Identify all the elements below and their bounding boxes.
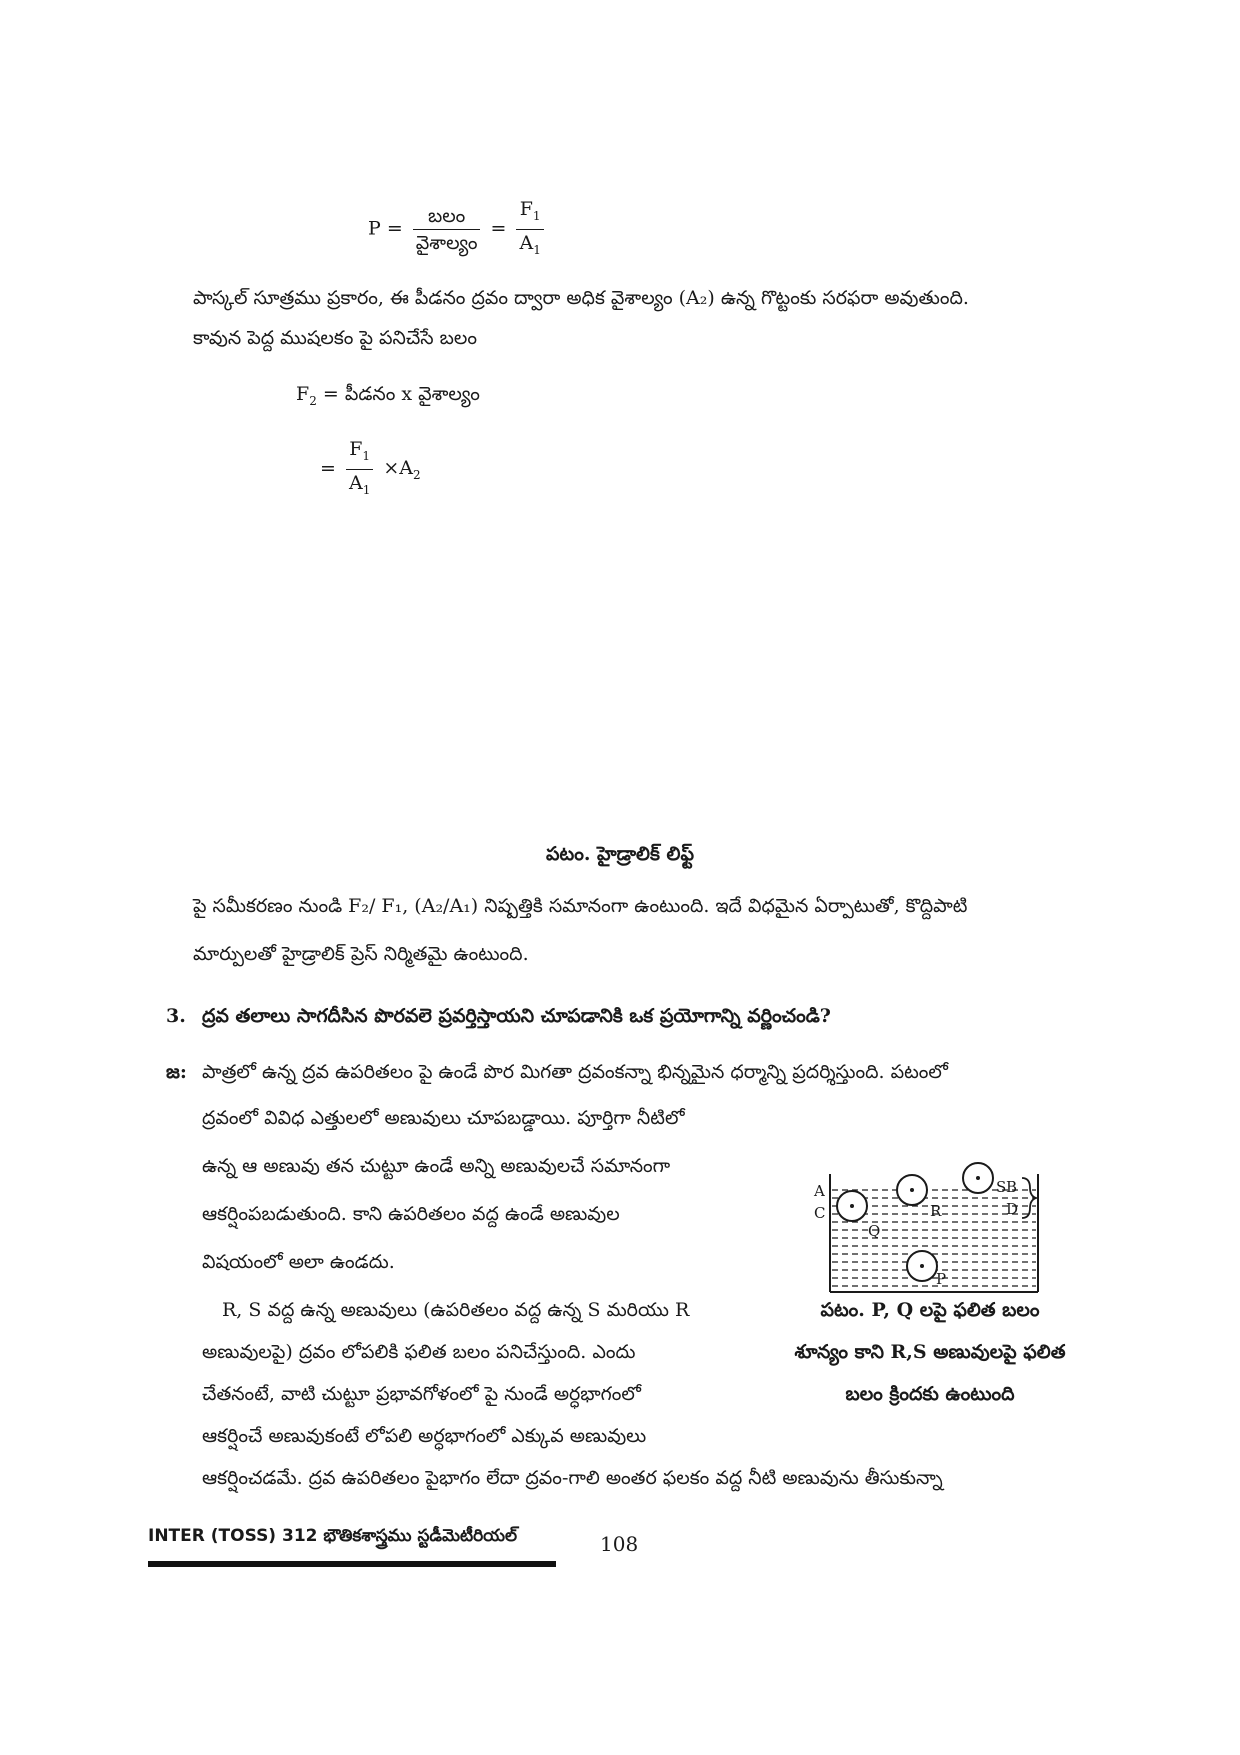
label-a: A <box>814 1182 825 1200</box>
f-symbol-2: F <box>349 438 363 460</box>
f2-symbol: F <box>296 383 310 405</box>
answer-line-1: పాత్రలో ఉన్న ద్రవ ఉపరితలం పై ఉండే పొర మిగతా ద్రవంకన్నా భిన్నమైన ధర్మాన్ని ప్రదర్శిస్తుంది. పటంలో <box>202 1061 948 1083</box>
fraction-numerator: బలం <box>413 203 481 230</box>
f-sub-2: 1 <box>362 448 371 463</box>
f2-sub: 2 <box>309 393 317 408</box>
ratio-line-1: పై సమీకరణం నుండి F₂/ F₁, (A₂/A₁) నిష్పత్తికి సమానంగా ఉంటుంది. ఇదే విధమైన ఏర్పాటుతో, కొద్దిపాటి <box>193 895 968 917</box>
label-b: B <box>1006 1178 1018 1196</box>
eq-equals-2: = <box>320 457 336 480</box>
answer-line-7: అణువులపై) ద్రవం లోపలికి ఫలిత బలం పనిచేస్తుంది. ఎందు <box>202 1341 636 1363</box>
figure-caption-2: శూన్యం కాని R,S అణువులపై ఫలిత <box>794 1341 1066 1363</box>
f2-rhs: = పీడనం x వైశాల్యం <box>322 383 480 405</box>
footer-rule <box>148 1561 556 1567</box>
ratio-line-2: మార్పులతో హైడ్రాలిక్ ప్రెస్ నిర్మితమై ఉంటుంది. <box>193 943 529 965</box>
answer-line-10: ఆకర్షించడమే. ద్రవ ఉపరితలం పైభాగం లేదా ద్రవం-గాలి అంతర ఫలకం వద్ద నీటి అణువును తీసుకున్నా <box>202 1467 943 1489</box>
a-sub-2: 1 <box>362 482 371 497</box>
fraction-denominator: వైశాల్యం <box>415 231 478 254</box>
fraction-f1-a1 <box>516 196 543 263</box>
a-symbol-2: A <box>348 471 363 494</box>
f2-result-equation <box>320 436 421 503</box>
fraction-f1-a1-2 <box>346 436 373 503</box>
molecule-r <box>897 1175 927 1205</box>
surface-tension-figure <box>808 1160 1068 1300</box>
times-symbol: ×A <box>383 457 414 480</box>
label-r: R <box>930 1202 942 1220</box>
molecule-s <box>963 1163 993 1193</box>
pascal-line-1: పాస్కల్ సూత్రము ప్రకారం, ఈ పీడనం ద్రవం ద్వారా అధిక వైశాల్యం (A₂) ఉన్న గొట్టంకు సరఫరా అవుతుంది. <box>193 287 969 309</box>
label-s: S <box>996 1178 1007 1196</box>
answer-line-5: విషయంలో అలా ఉండదు. <box>202 1251 395 1273</box>
f1 <box>516 196 543 230</box>
answer-line-4: ఆకర్షింపబడుతుంది. కాని ఉపరితలం వద్ద ఉండే అణువుల <box>202 1203 620 1225</box>
times-a2 <box>383 457 421 483</box>
a1-2 <box>346 470 373 503</box>
f1-2 <box>346 436 373 470</box>
pressure-equation <box>368 196 548 263</box>
label-q: Q <box>868 1222 881 1240</box>
label-p: P <box>936 1270 947 1288</box>
footer-title: INTER (TOSS) 312 భౌతికశాస్త్రము స్టడీమెటీరియల్ <box>148 1526 518 1546</box>
page-number: 108 <box>600 1532 639 1556</box>
a1 <box>516 230 543 263</box>
answer-line-8: చేతనంటే, వాటి చుట్టూ ప్రభావగోళంలో పై నుండే అర్ధభాగంలో <box>202 1383 641 1405</box>
pascal-line-2: కావున పెద్ద ముషలకం పై పనిచేసే బలం <box>193 327 478 349</box>
molecule-c <box>837 1191 867 1221</box>
f-symbol: F <box>519 198 533 220</box>
a-sub: 1 <box>533 242 541 257</box>
molecule-p <box>907 1251 937 1281</box>
a2-sub: 2 <box>413 468 421 483</box>
question-text: ద్రవ తలాలు సాగదీసిన పొరవలె ప్రవర్తిస్తాయని చూపడానికి ఒక ప్రయోగాన్ని వర్ణించండి? <box>202 1005 831 1027</box>
answer-line-9: ఆకర్షించే అణువుకంటే లోపలి అర్ధభాగంలో ఎక్కువ అణువులు <box>202 1425 647 1447</box>
label-c: C <box>814 1204 826 1222</box>
question-number: 3. <box>166 1005 186 1027</box>
figure-caption-3: బలం క్రిందకు ఉంటుంది <box>845 1383 1015 1405</box>
caption-hydraulic-lift: పటం. హైడ్రాలిక్ లిఫ్ట్ <box>546 843 694 865</box>
eq-lhs: P = <box>368 217 403 240</box>
answer-line-3: ఉన్న ఆ అణువు తన చుట్టూ ఉండే అన్ని అణువులచే సమానంగా <box>202 1155 671 1177</box>
f-sub: 1 <box>532 208 541 223</box>
f2-equation <box>296 376 480 419</box>
eq-equals: = <box>490 217 507 240</box>
answer-label: జ: <box>166 1061 187 1083</box>
answer-line-2: ద్రవంలో వివిధ ఎత్తులలో అణువులు చూపబడ్డాయి. పూర్తిగా నీటిలో <box>202 1107 685 1129</box>
label-d: D <box>1006 1200 1019 1218</box>
answer-line-6: R, S వద్ద ఉన్న అణువులు (ఉపరితలం వద్ద ఉన్న S మరియు R <box>222 1299 690 1321</box>
a-symbol: A <box>519 231 534 254</box>
fraction-force-area <box>413 203 481 256</box>
figure-caption-1: పటం. P, Q లపై ఫలిత బలం <box>820 1299 1040 1321</box>
